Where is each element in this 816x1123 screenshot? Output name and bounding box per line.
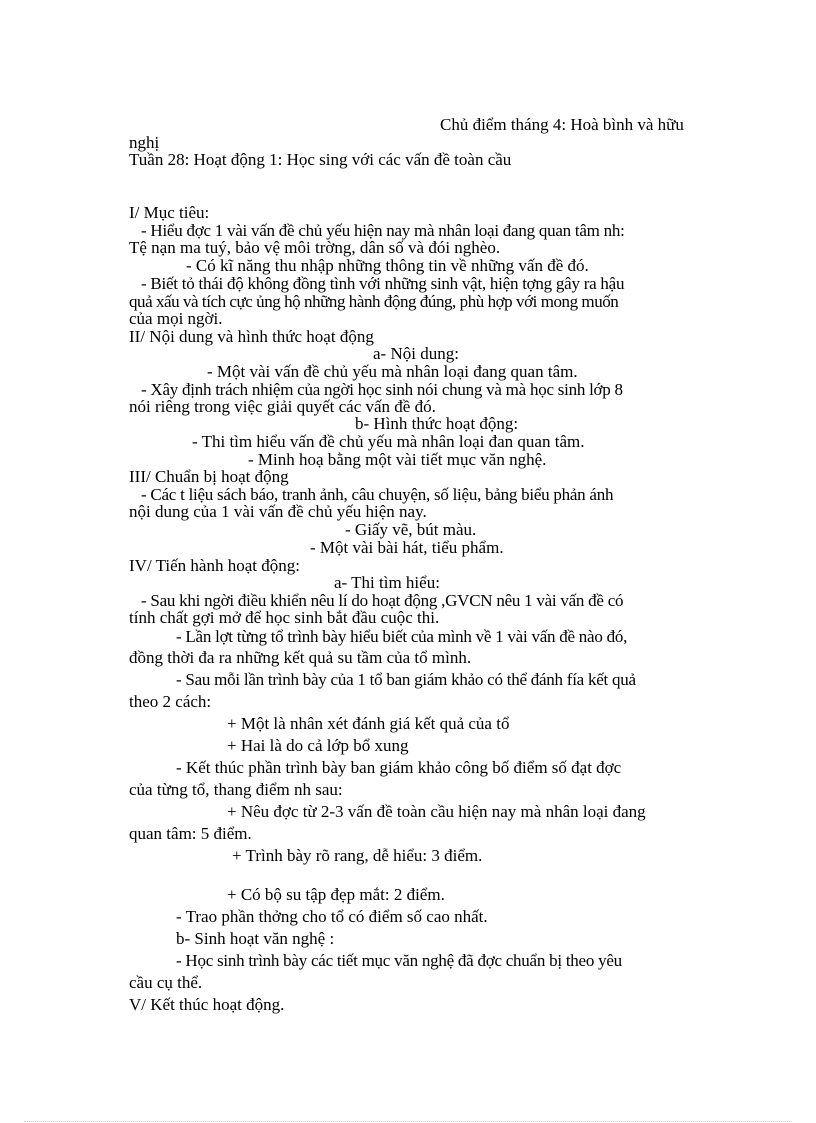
section-2-title: II/ Nội dung và hình thức hoạt động [129, 327, 374, 346]
section-2-line: - Xây định trách nhiệm của ngời học sinh nói chung và mà học sinh lớp 8 [141, 380, 623, 399]
section-4-line: + Trình bày rõ rang, dễ hiểu: 3 điểm. [232, 846, 483, 865]
page-bottom-rule [24, 1121, 792, 1122]
section-4-line: - Trao phần thởng cho tổ có điểm số cao nhất. [176, 907, 488, 926]
section-4-line: - Lần lợt từng tổ trình bày hiểu biết của mình về 1 vài vấn đề nào đó, [176, 627, 628, 646]
section-4-line: - Học sinh trình bày các tiết mục văn nghệ đã đợc chuẩn bị theo yêu [176, 951, 622, 970]
section-2-line: - Một vài vấn đề chủ yếu mà nhân loại đang quan tâm. [207, 362, 578, 381]
section-1-line: - Có kĩ năng thu nhập những thông tin về những vấn đề đó. [186, 256, 589, 275]
section-1-line: - Biết tỏ thái độ không đồng tình với những sinh vật, hiện tợng gây ra hậu [141, 274, 625, 293]
section-4-line: - Sau khi ngời điều khiển nêu lí do hoạt động ,GVCN nêu 1 vài vấn đề có [141, 591, 624, 610]
section-4-b-title: b- Sinh hoạt văn nghệ : [176, 929, 335, 948]
theme-line-2: nghị [129, 133, 160, 152]
section-4-line: theo 2 cách: [129, 692, 212, 711]
week-title: Tuần 28: Hoạt động 1: Học sing với các vấn đề toàn cầu [129, 150, 512, 169]
section-2-b-title: b- Hình thức hoạt động: [355, 414, 519, 433]
section-2-line: - Minh hoạ bằng một vài tiết mục văn nghệ. [248, 450, 547, 469]
section-4-title: IV/ Tiến hành hoạt động: [129, 556, 300, 575]
section-3-line: - Các t liệu sách báo, tranh ảnh, câu chuyện, số liệu, bảng biểu phản ánh [141, 485, 614, 504]
section-1-title: I/ Mục tiêu: [129, 203, 210, 222]
section-4-line: - Sau mỗi lần trình bày của 1 tổ ban giám khảo có thể đánh fía kết quả [176, 670, 636, 689]
section-1-line: của mọi ngời. [129, 309, 223, 328]
section-4-line: + Nêu đợc từ 2-3 vấn đề toàn cầu hiện nay mà nhân loại đang [227, 802, 646, 821]
section-4-line: tính chất gợi mở để học sinh bắt đầu cuộc thi. [129, 608, 440, 627]
section-1-line: quả xấu và tích cực ủng hộ những hành động đúng, phù hợp với mong muốn [129, 292, 619, 311]
section-4-line: - Kết thúc phần trình bày ban giám khảo công bố điểm số đạt đợc [176, 758, 622, 777]
section-4-line: + Có bộ su tập đẹp mắt: 2 điểm. [227, 885, 445, 904]
section-4-line: + Một là nhân xét đánh giá kết quả của tổ [227, 714, 510, 733]
section-3-line: - Một vài bài hát, tiểu phẩm. [310, 538, 504, 557]
section-5-title: V/ Kết thúc hoạt động. [129, 995, 285, 1014]
section-2-a-title: a- Nội dung: [373, 344, 459, 363]
section-1-line: Tệ nạn ma tuý, bảo vệ môi trờng, dân số và đói nghèo. [129, 238, 501, 257]
section-1-line: - Hiểu đợc 1 vài vấn đề chủ yếu hiện nay mà nhân loại đang quan tâm nh: [141, 221, 625, 240]
section-4-line: của từng tổ, thang điểm nh sau: [129, 780, 343, 799]
section-3-title: III/ Chuẩn bị hoạt động [129, 467, 289, 486]
section-4-line: + Hai là do cả lớp bổ xung [227, 736, 409, 755]
section-3-line: - Giấy vẽ, bút màu. [345, 520, 477, 539]
section-4-line: đồng thời đa ra những kết quả su tầm của tổ mình. [129, 648, 472, 667]
section-3-line: nội dung của 1 vài vấn đề chủ yếu hiện nay. [129, 502, 427, 521]
theme-line-1: Chủ điểm tháng 4: Hoà bình và hữu [440, 115, 684, 134]
section-2-line: nói riêng trong việc giải quyết các vấn đề đó. [129, 397, 436, 416]
section-4-line: quan tâm: 5 điểm. [129, 824, 252, 843]
section-4-line: cầu cụ thể. [129, 973, 203, 992]
section-2-line: - Thi tìm hiểu vấn đề chủ yếu mà nhân loại đan quan tâm. [192, 432, 585, 451]
section-4-a-title: a- Thi tìm hiểu: [334, 573, 440, 592]
